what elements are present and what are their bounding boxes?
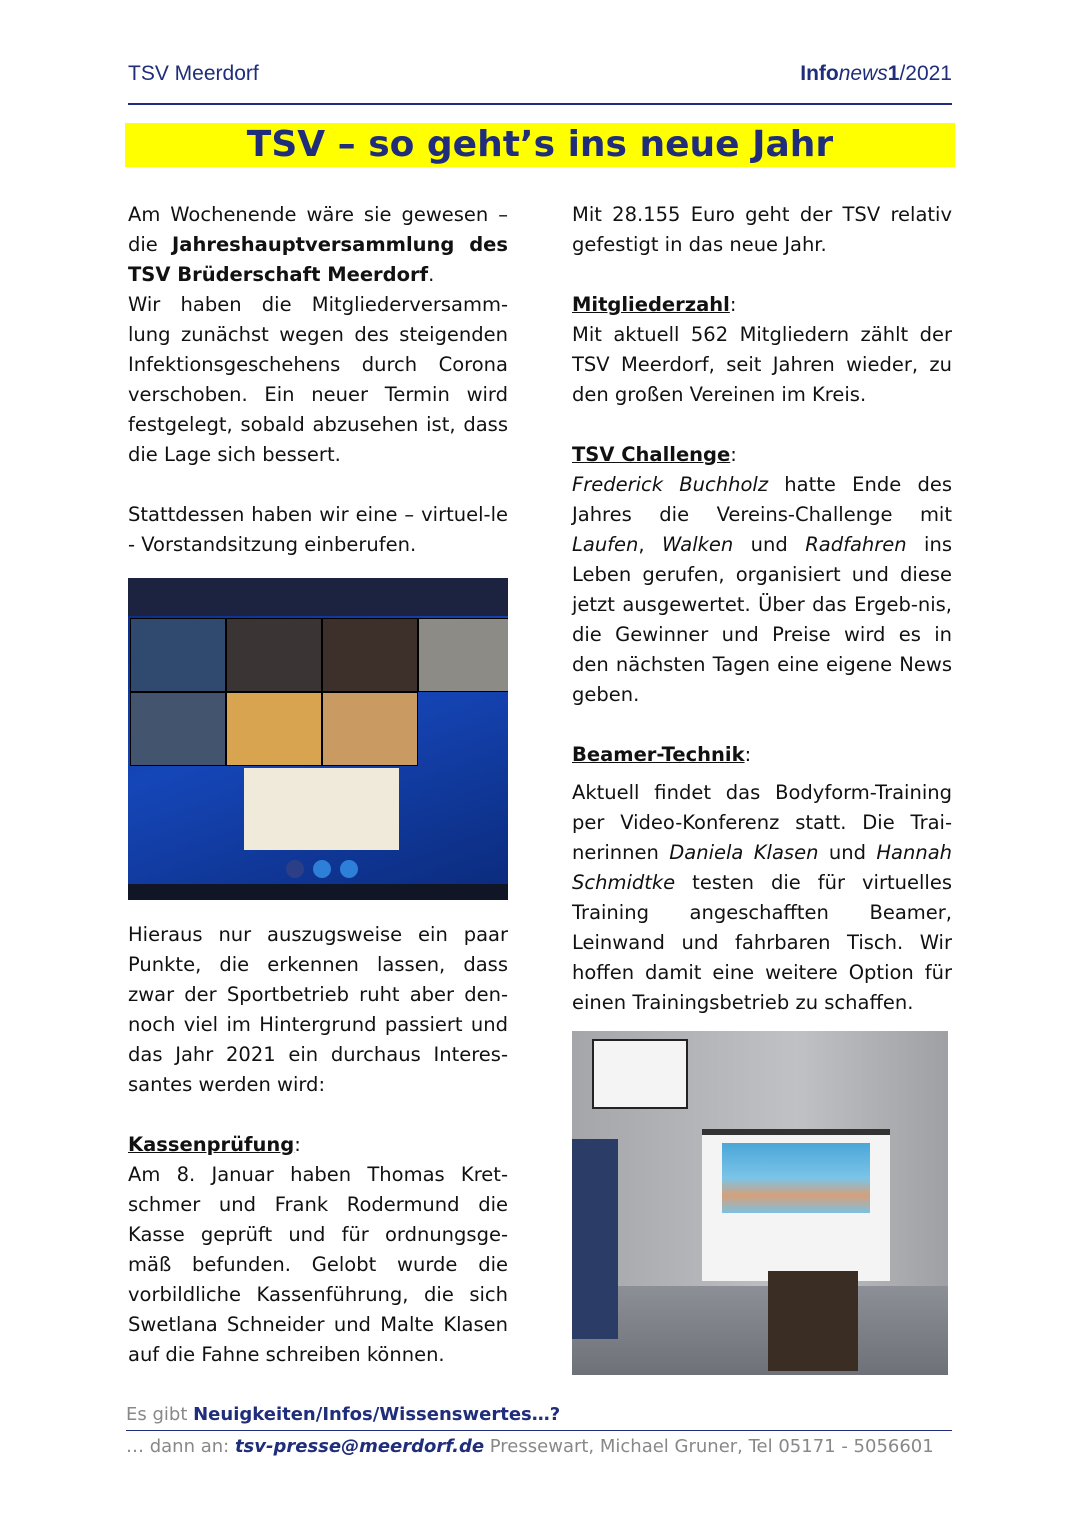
challenge-text-a: hatte Ende des Jahres die Vereins-Challenge mit — [572, 473, 952, 526]
header-info: Info — [800, 62, 839, 85]
kasse-heading: Kassenprüfung — [128, 1133, 295, 1156]
challenge-laufen: Laufen — [572, 533, 639, 556]
mitglied-text: Mit aktuell 562 Mitgliedern zählt der TSV Meerdorf, seit Jahren wieder, zu den großen Vereinen im Kreis. — [572, 323, 952, 406]
challenge-text — [572, 470, 952, 710]
header-news: news — [838, 62, 888, 85]
intro-end: . — [428, 263, 435, 286]
kasse-text: Am 8. Januar haben Thomas Kret-schmer und Frank Rodermund die Kasse geprüft und für ordnungsge-mäß befunden. Gelobt wurde die vorbildliche Kassenführung, die sich Swetlana Schneider und Malte Klasen auf die Fahne schreiben können. — [128, 1163, 508, 1366]
right-column — [572, 200, 952, 1018]
mitglied-section: Mitgliederzahl: — [572, 293, 737, 316]
video-conference-photo — [128, 578, 508, 900]
virtual-meeting-paragraph: Stattdessen haben wir eine – virtuel-le - Vorstandsitzung einberufen. — [128, 503, 508, 556]
gym-beamer-photo — [572, 1031, 948, 1375]
header-divider — [128, 103, 952, 105]
footer-email-link[interactable]: tsv-presse@meerdorf.de — [234, 1436, 485, 1457]
beamer-text-b: testen die für virtuelles Training angeschafften Beamer, Leinwand und fahrbaren Tisch. Wir hoffen damit eine weitere Option für einen Trainingsbetrieb zu schaffen. — [572, 871, 952, 1014]
header-issue — [800, 62, 952, 86]
header-issue-num: 1 — [887, 62, 900, 85]
challenge-section: TSV Challenge: — [572, 443, 737, 466]
beamer-text — [572, 778, 952, 1018]
footer-news-question: Neuigkeiten/Infos/Wissenswertes…? — [193, 1404, 561, 1425]
challenge-comma: , — [638, 533, 663, 556]
footer-divider — [126, 1430, 952, 1431]
beamer-daniela: Daniela Klasen — [669, 841, 819, 864]
beamer-text-a: Aktuell findet das Bodyform-Training per Video-Konferenz statt. Die Trai-nerinnen — [572, 781, 952, 864]
intro-bold: Jahreshauptversammlung des TSV Brüderschaft Meerdorf — [128, 233, 508, 286]
footer-contact: Pressewart, Michael Gruner, Tel 05171 - 5056601 — [484, 1436, 934, 1457]
mitglied-heading: Mitgliederzahl — [572, 293, 730, 316]
header-club: TSV Meerdorf — [128, 62, 259, 85]
beamer-hannah: Hannah Schmidtke — [572, 841, 952, 894]
beamer-und: und — [818, 841, 877, 864]
footer-line-2 — [126, 1436, 934, 1457]
footer-line-1 — [126, 1404, 560, 1425]
footer-es-gibt: Es gibt — [126, 1404, 194, 1425]
beamer-section: Beamer-Technik: — [572, 743, 752, 766]
challenge-text-b: ins Leben gerufen, organisiert und diese jetzt ausgewertet. Über das Ergeb-nis, die Gewinner und Preise wird es in den nächsten Tagen eine eigene News geben. — [572, 533, 952, 706]
beamer-heading: Beamer-Technik — [572, 743, 745, 766]
left-column — [128, 200, 508, 560]
page-title: TSV – so geht’s ins neue Jahr — [246, 124, 834, 165]
challenge-name: Frederick Buchholz — [572, 473, 769, 496]
summary-paragraph: Hieraus nur auszugsweise ein paar Punkte, die erkennen lassen, dass zwar der Sportbetrieb ruht aber den-noch viel im Hintergrund passiert und das Jahr 2021 ein durchaus Interes-santes werden wird: — [128, 923, 508, 1096]
intro-text: Am Wochenende wäre sie gewesen – die — [128, 203, 508, 256]
postponed-paragraph: Wir haben die Mitgliederversamm-lung zunächst wegen des steigenden Infektionsgeschehens durch Corona verschoben. Ein neuer Termin wird festgelegt, sobald abzusehen ist, dass die Lage sich bessert. — [128, 293, 508, 466]
title-banner — [125, 123, 955, 167]
intro-paragraph — [128, 200, 508, 290]
footer-dann-an: … dann an: — [126, 1436, 235, 1457]
challenge-heading: TSV Challenge — [572, 443, 731, 466]
challenge-radfahren: Radfahren — [805, 533, 907, 556]
header-issue-year: /2021 — [899, 62, 952, 85]
challenge-walken: Walken — [662, 533, 734, 556]
kasse-section: Kassenprüfung: — [128, 1133, 301, 1156]
finance-paragraph: Mit 28.155 Euro geht der TSV relativ gefestigt in das neue Jahr. — [572, 203, 952, 256]
challenge-und: und — [733, 533, 806, 556]
left-column-lower — [128, 920, 508, 1370]
